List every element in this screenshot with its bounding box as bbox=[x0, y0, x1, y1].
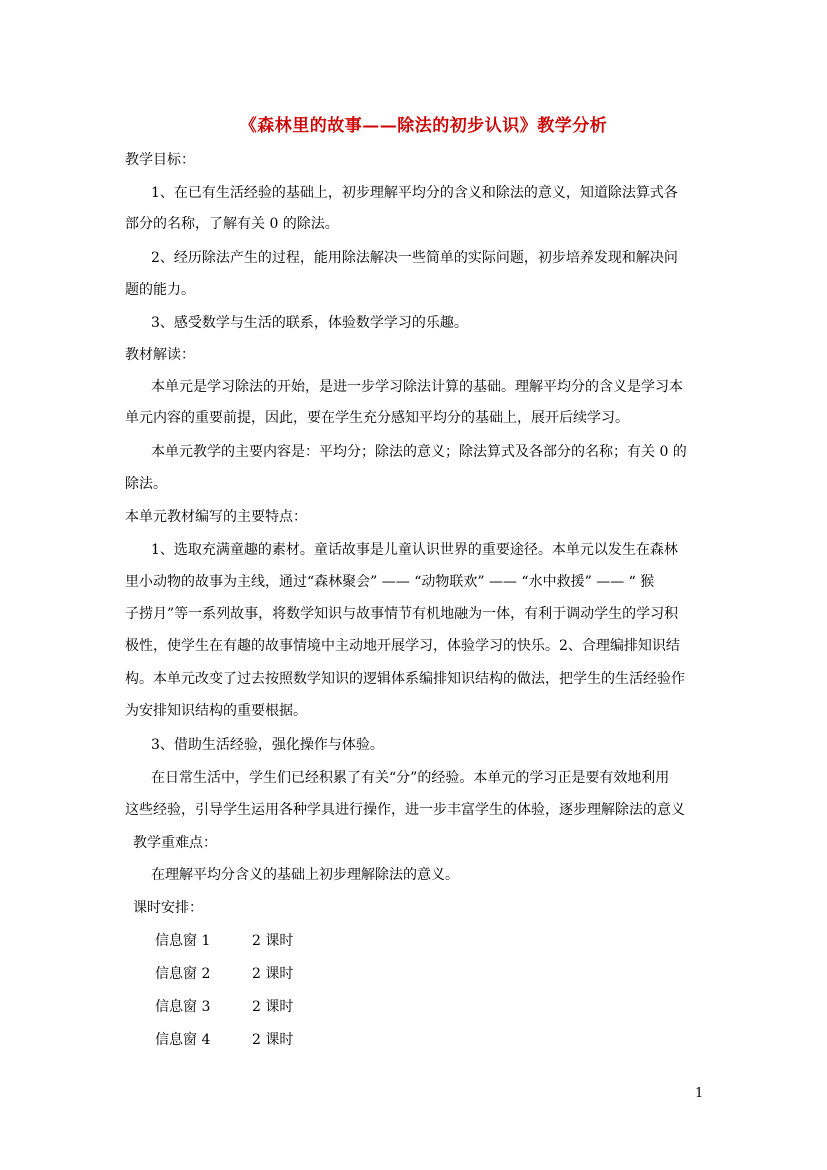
paragraph-line: 题的能力。 bbox=[125, 282, 195, 298]
paragraph-line: 里小动物的故事为主线，通过“森林聚会” —— “动物联欢” —— “水中救援” —— “ 猴 bbox=[125, 574, 655, 590]
heading-material: 教材解读： bbox=[125, 347, 195, 363]
paragraph-line: 本单元教学的主要内容是：平均分；除法的意义；除法算式及各部分的名称；有关 0 的 bbox=[151, 444, 687, 460]
heading-schedule: 课时安排： bbox=[133, 900, 203, 916]
paragraph-line: 构。本单元改变了过去按照数学知识的逻辑体系编排知识结构的做法，把学生的生活经验作 bbox=[125, 671, 685, 687]
paragraph-line: 在日常生活中，学生们已经积累了有关“分”的经验。本单元的学习正是要有效地利用 bbox=[151, 770, 670, 786]
paragraph-line: 2、经历除法产生的过程，能用除法解决一些简单的实际问题，初步培养发现和解决问 bbox=[151, 250, 678, 266]
paragraph-line: 在理解平均分含义的基础上初步理解除法的意义。 bbox=[151, 867, 459, 883]
paragraph-line: 1、选取充满童趣的素材。童话故事是儿童认识世界的重要途径。本单元以发生在森林 bbox=[151, 542, 678, 558]
heading-features: 本单元教材编写的主要特点： bbox=[125, 509, 307, 525]
page-number: 1 bbox=[695, 1086, 704, 1101]
paragraph-line: 3、借助生活经验，强化操作与体验。 bbox=[151, 737, 384, 753]
paragraph-line: 这些经验，引导学生运用各种学具进行操作，进一步丰富学生的体验，逐步理解除法的意义 bbox=[125, 802, 685, 818]
schedule-item-value: 2 课时 bbox=[252, 933, 294, 949]
schedule-item-name: 信息窗 4 bbox=[155, 1032, 211, 1048]
paragraph-line: 本单元是学习除法的开始，是进一步学习除法计算的基础。理解平均分的含义是学习本 bbox=[151, 379, 683, 395]
paragraph-line: 1、在已有生活经验的基础上，初步理解平均分的含义和除法的意义，知道除法算式各 bbox=[151, 185, 678, 201]
paragraph-line: 部分的名称，了解有关 0 的除法。 bbox=[125, 216, 339, 232]
schedule-item-value: 2 课时 bbox=[252, 999, 294, 1015]
heading-teaching-goals: 教学目标： bbox=[125, 152, 195, 168]
schedule-item-value: 2 课时 bbox=[252, 966, 294, 982]
paragraph-line: 子捞月”等一系列故事，将数学知识与故事情节有机地融为一体，有利于调动学生的学习积 bbox=[125, 606, 679, 622]
paragraph-line: 除法。 bbox=[125, 476, 167, 492]
paragraph-line: 极性，使学生在有趣的故事情境中主动地开展学习，体验学习的快乐。2、合理编排知识结 bbox=[125, 638, 680, 654]
heading-key-points: 教学重难点： bbox=[133, 835, 217, 851]
schedule-item-name: 信息窗 3 bbox=[155, 999, 211, 1015]
schedule-item-name: 信息窗 2 bbox=[155, 966, 211, 982]
document-title: 《森林里的故事——除法的初步认识》教学分析 bbox=[239, 116, 608, 136]
paragraph-line: 3、感受数学与生活的联系，体验数学学习的乐趣。 bbox=[151, 315, 468, 331]
schedule-item-value: 2 课时 bbox=[252, 1032, 294, 1048]
paragraph-line: 单元内容的重要前提，因此，要在学生充分感知平均分的基础上，展开后续学习。 bbox=[125, 410, 629, 426]
paragraph-line: 为安排知识结构的重要根据。 bbox=[125, 703, 307, 719]
schedule-item-name: 信息窗 1 bbox=[155, 933, 211, 949]
